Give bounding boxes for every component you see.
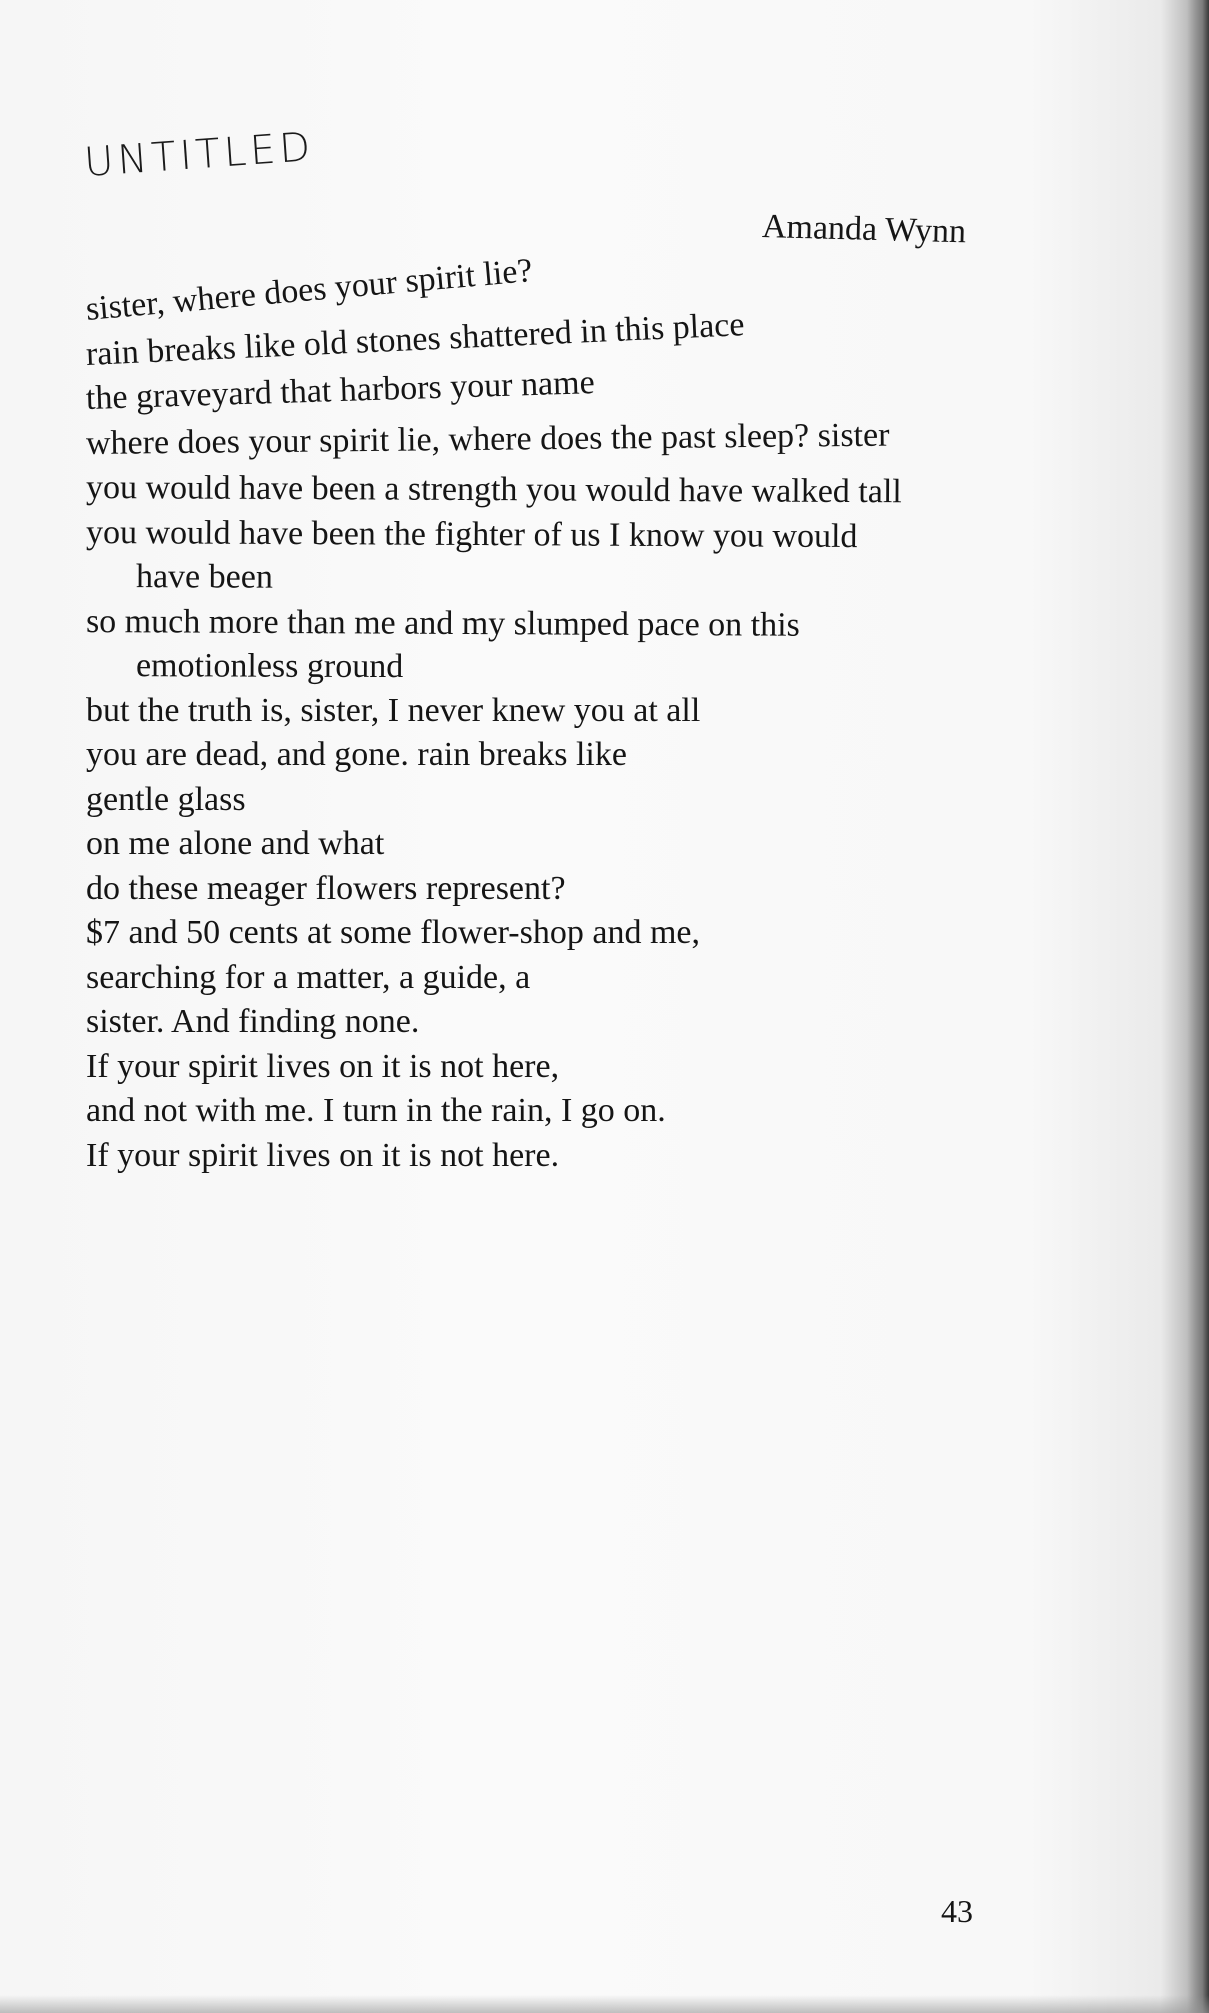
page-bottom-shadow — [0, 1995, 1209, 2013]
poem-line: rain breaks like old stones shattered in this place — [85, 305, 746, 373]
poem-line: you are dead, and gone. rain breaks like — [86, 736, 627, 773]
poem-line: emotionless ground — [135, 647, 404, 686]
poem-line: do these meager flowers represent? — [86, 869, 566, 907]
poem-author: Amanda Wynn — [761, 208, 967, 251]
poem-line: sister, where does your spirit lie? — [84, 252, 534, 328]
poem-line: sister. And finding none. — [86, 1003, 420, 1040]
poem-line: you would have been a strength you would have walked tall — [85, 469, 902, 511]
poem-line: If your spirit lives on it is not here, — [86, 1047, 560, 1085]
poem-line: $7 and 50 cents at some flower-shop and me, — [86, 914, 700, 951]
poem-line: you would have been the fighter of us I know you would — [85, 513, 858, 555]
poem-line: gentle glass — [86, 780, 246, 818]
poem-line: searching for a matter, a guide, a — [86, 958, 531, 996]
poem-line: have been — [135, 558, 273, 596]
page-edge-shadow — [1187, 0, 1209, 2013]
poem-line: and not with me. I turn in the rain, I go on. — [86, 1092, 666, 1129]
poem-line: so much more than me and my slumped pace on this — [85, 602, 800, 644]
poem-line: If your spirit lives on it is not here. — [86, 1136, 560, 1174]
poem-body — [84, 252, 1126, 1178]
poem-line: but the truth is, sister, I never knew you at all — [86, 691, 701, 729]
poem-line: on me alone and what — [86, 825, 385, 862]
poem-line: where does your spirit lie, where does the past sleep? sister — [85, 416, 890, 462]
poem-title: UNTITLED — [82, 124, 316, 186]
poem-line: the graveyard that harbors your name — [85, 364, 596, 417]
page-number: 43 — [941, 1893, 973, 1929]
